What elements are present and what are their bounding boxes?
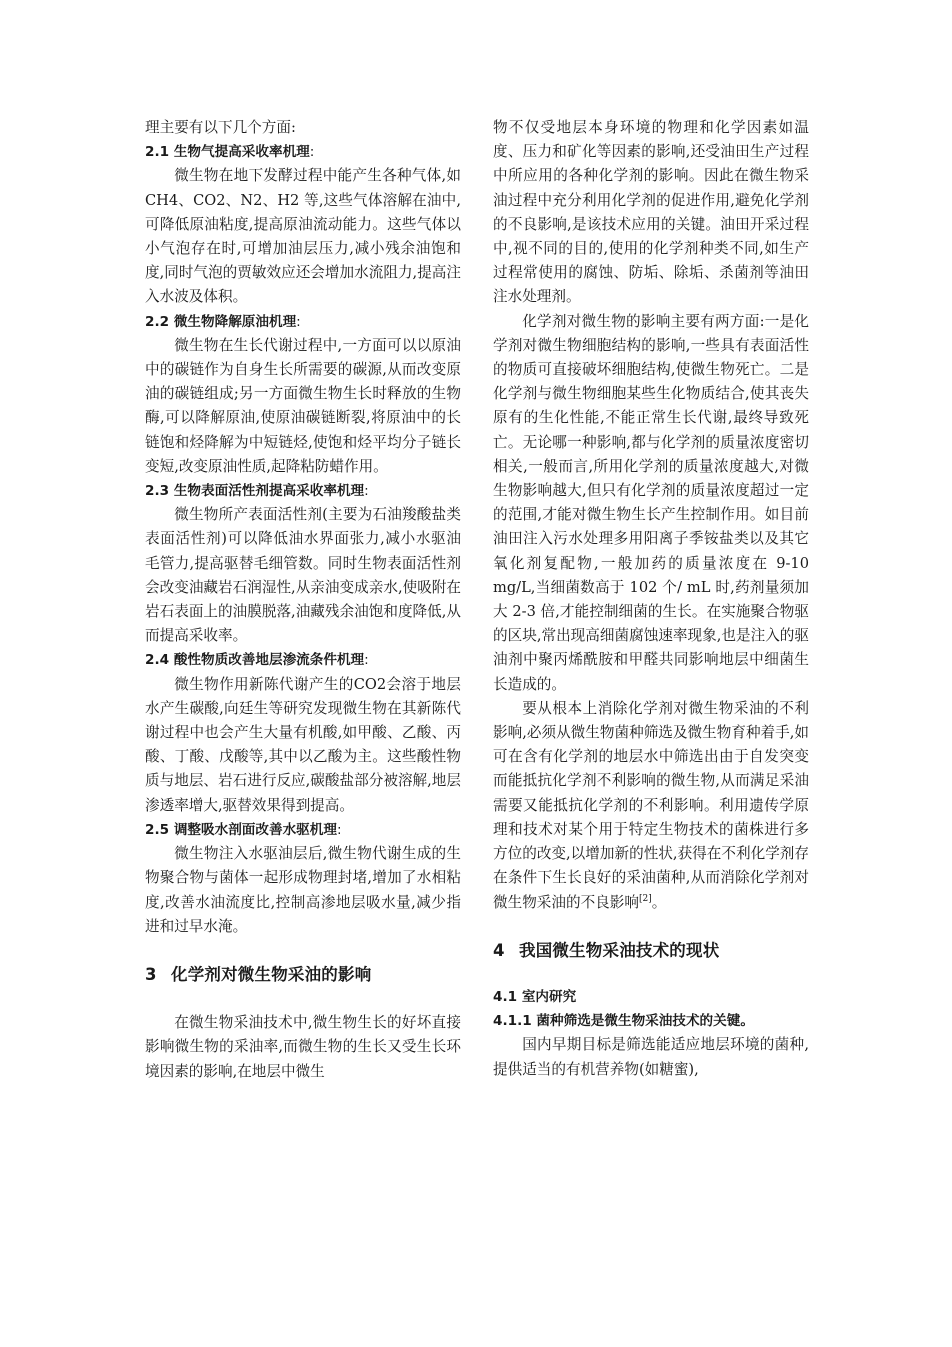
subsection-title: 2.5 调整吸水剖面改善水驱机理	[145, 821, 337, 838]
paragraph: 微生物在地下发酵过程中能产生各种气体,如 CH4、CO2、N2、H2 等,这些气体溶解在油中,可降低原油粘度,提高原油流动能力。这些气体以小气泡存在时,可增加油层压力,减小残余油饱和度,同时气泡的贾敏效应还会增加水流阻力,提高注入水波及体积。	[145, 167, 461, 306]
subsection-heading-2-5: 2.5 调整吸水剖面改善水驱机理:	[145, 821, 342, 838]
paragraph: 微生物在生长代谢过程中,一方面可以以原油中的碳链作为自身生长所需要的碳源,从而改变原油的碳链组成;另一方面微生物生长时释放的生物酶,可以降解原油,使原油碳链断裂,将原油中的长链饱和烃降解为中短链烃,使饱和烃平均分子链长变短,改变原油性质,起降粘防蜡作用。	[145, 336, 461, 475]
paragraph-end: 。	[651, 893, 667, 911]
paragraph: 微生物所产表面活性剂(主要为石油羧酸盐类表面活性剂)可以降低油水界面张力,减小水驱油毛管力,提高驱替毛细管数。同时生物表面活性剂会改变油藏岩石润湿性,从亲油变成亲水,使吸附在岩石表面上的油膜脱落,油藏残余油饱和度降低,从而提高采收率。	[145, 506, 461, 645]
paragraph: 微生物作用新陈代谢产生的CO2会溶于地层水产生碳酸,向廷生等研究发现微生物在其新陈代谢过程中也会产生大量有机酸,如甲酸、乙酸、丙酸、丁酸、戊酸等,其中以乙酸为主。这些酸性物质与地层、岩石进行反应,碳酸盐部分被溶解,地层渗透率增大,驱替效果得到提高。	[145, 675, 461, 814]
paragraph: 微生物注入水驱油层后,微生物代谢生成的生物聚合物与菌体一起形成物理封堵,增加了水相粘度,改善水油流度比,控制高渗地层吸水量,减少指进和过早水淹。	[145, 845, 461, 935]
right-column	[493, 116, 809, 1082]
section-heading-3	[145, 963, 461, 987]
subsection-heading-2-4: 2.4 酸性物质改善地层渗流条件机理:	[145, 652, 369, 669]
paragraph-text: 要从根本上消除化学剂对微生物采油的不利影响,必须从微生物菌种筛选及微生物育种着手,如可在含有化学剂的地层水中筛选出由于自发突变而能抵抗化学剂不利影响的微生物,从而满足采油需要又能抵抗化学剂的不利影响。利用遗传学原理和技术对某个用于特定生物技术的菌株进行多方位的改变,以增加新的性状,获得在不利化学剂存在条件下生长良好的采油菌种,从而消除化学剂对微生物采油的不良影响	[493, 699, 809, 911]
subsection-title: 2.1 生物气提高采收率机理	[145, 144, 310, 161]
subsection-heading-4-1: 4.1 室内研究	[493, 988, 577, 1005]
subsection-title: 2.4 酸性物质改善地层渗流条件机理	[145, 652, 365, 669]
section-number: 4	[493, 940, 505, 960]
paragraph: 在微生物采油技术中,微生物生长的好坏直接影响微生物的采油率,而微生物的生长又受生长环境因素的影响,在地层中微生	[145, 1014, 461, 1080]
section-number: 3	[145, 964, 157, 984]
paragraph: 理主要有以下几个方面:	[145, 119, 296, 136]
paragraph: 国内早期目标是筛选能适应地层环境的菌种,提供适当的有机营养物(如糖蜜),	[493, 1036, 809, 1078]
subsection-heading-2-1: 2.1 生物气提高采收率机理:	[145, 144, 315, 161]
section-title: 我国微生物采油技术的现状	[519, 940, 720, 960]
subsection-heading-4-1-1: 4.1.1 菌种筛选是微生物采油技术的关键。	[493, 1013, 754, 1030]
paragraph: 物不仅受地层本身环境的物理和化学因素如温度、压力和矿化等因素的影响,还受油田生产过程中所应用的各种化学剂的影响。因此在微生物采油过程中充分利用化学剂的促进作用,避免化学剂的不良影响,是该技术应用的关键。油田开采过程中,视不同的目的,使用的化学剂种类不同,如生产过程常使用的腐蚀、防垢、除垢、杀菌剂等油田注水处理剂。	[493, 119, 809, 306]
citation-ref: [2]	[638, 893, 652, 904]
paragraph: 化学剂对微生物的影响主要有两方面:一是化学剂对微生物细胞结构的影响,一些具有表面活性的物质可直接破坏细胞结构,使微生物死亡。二是化学剂与微生物细胞某些生化物质结合,使其丧失原有的生化性能,不能正常生长代谢,最终导致死亡。无论哪一种影响,都与化学剂的质量浓度密切相关,一般而言,所用化学剂的质量浓度越大,对微生物影响越大,但只有化学剂的质量浓度超过一定的范围,才能对微生物生长产生控制作用。如目前油田注入污水处理多用阳离子季铵盐类以及其它氧化剂复配物,一般加药的质量浓度在 9-10 mg/L,当细菌数高于 102 个/ mL 时,药剂量须加大 2-3 倍,才能控制细菌的生长。在实施聚合物驱的区块,常出现高细菌腐蚀速率现象,也是注入的驱油剂中聚丙烯酰胺和甲醛共同影响地层中细菌生长造成的。	[493, 312, 809, 693]
section-heading-4	[493, 939, 809, 963]
section-title: 化学剂对微生物采油的影响	[171, 964, 372, 984]
subsection-title: 2.2 微生物降解原油机理	[145, 313, 297, 330]
left-column	[145, 116, 461, 1084]
subsection-heading-2-2: 2.2 微生物降解原油机理:	[145, 313, 301, 330]
subsection-title: 2.3 生物表面活性剂提高采收率机理	[145, 483, 365, 500]
subsection-heading-2-3: 2.3 生物表面活性剂提高采收率机理:	[145, 483, 369, 500]
paragraph	[493, 697, 809, 915]
